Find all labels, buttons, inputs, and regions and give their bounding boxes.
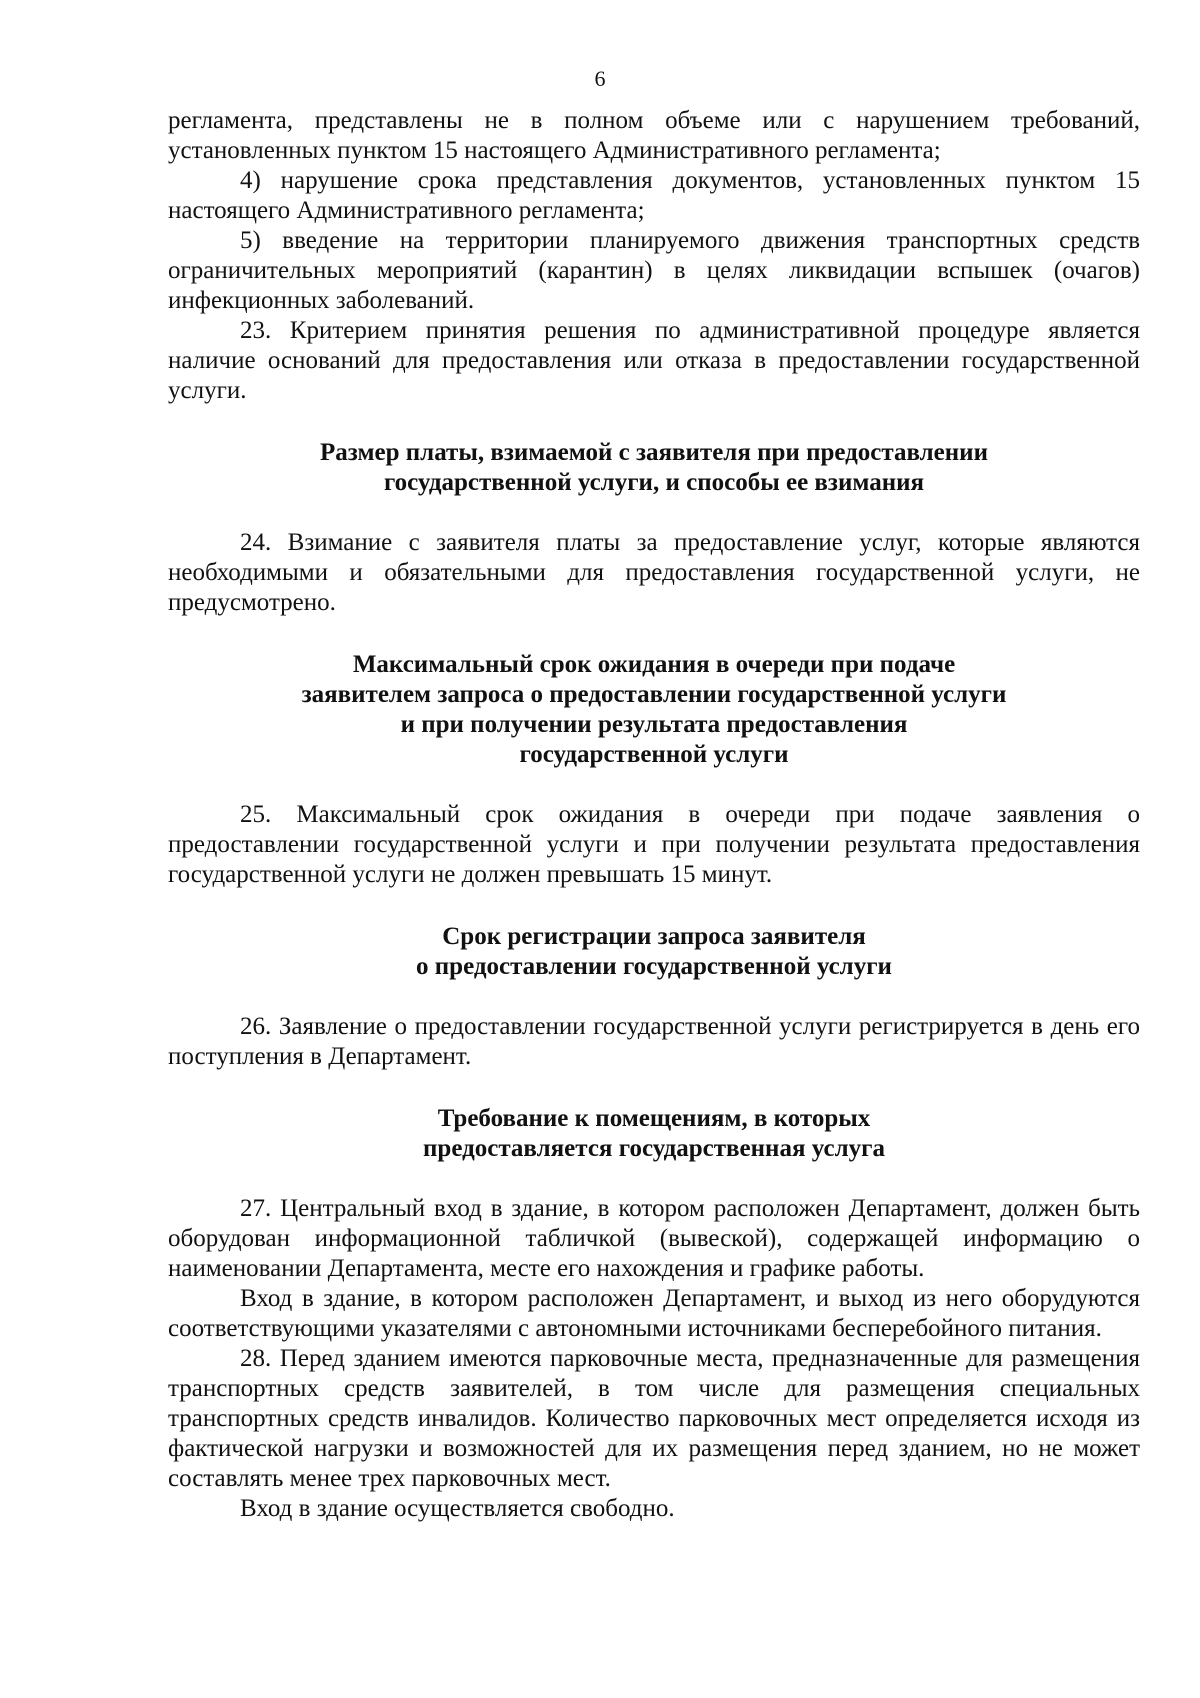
paragraph: 5) введение на территории планируемого движения транспортных средств ограничительных мероприятий (карантин) в целях ликвидации вспышек (очагов) инфекционных заболеваний. xyxy=(168,227,1140,314)
section-heading-line: предоставляется государственная услуга xyxy=(423,1135,885,1162)
section-heading xyxy=(168,1104,1140,1164)
section-heading-line: заявителем запроса о предоставлении государственной услуги xyxy=(301,681,1007,708)
section-heading-line: государственной услуги xyxy=(519,741,789,768)
section-heading xyxy=(168,922,1140,982)
paragraph: 24. Взимание с заявителя платы за предоставление услуг, которые являются необходимыми и обязательными для предоставления государственной услуги, не предусмотрено. xyxy=(168,529,1140,616)
section-heading-line: о предоставлении государственной услуги xyxy=(416,953,892,980)
paragraph: 26. Заявление о предоставлении государственной услуги регистрируется в день его поступления в Департамент. xyxy=(168,1013,1140,1070)
section-heading xyxy=(168,650,1140,770)
paragraph: 23. Критерием принятия решения по административной процедуре является наличие оснований для предоставления или отказа в предоставлении государственной услуги. xyxy=(168,317,1140,404)
paragraph: Вход в здание, в котором расположен Департамент, и выход из него оборудуются соответствующими указателями с автономными источниками бесперебойного питания. xyxy=(168,1285,1140,1342)
section-heading-line: и при получении результата предоставления xyxy=(400,711,908,738)
section-heading-line: Требование к помещениям, в которых xyxy=(437,1105,871,1132)
paragraph: 4) нарушение срока представления документов, установленных пунктом 15 настоящего Административного регламента; xyxy=(168,167,1140,224)
page-number: 6 xyxy=(594,66,606,91)
section-heading xyxy=(168,438,1140,498)
document-body xyxy=(168,106,1140,1524)
section-heading-line: Срок регистрации запроса заявителя xyxy=(442,923,866,950)
section-heading-line: Размер платы, взимаемой с заявителя при предоставлении xyxy=(320,439,988,466)
paragraph: 25. Максимальный срок ожидания в очереди при подаче заявления о предоставлении государственной услуги и при получении результата предоставления государственной услуги не должен превышать 15 минут. xyxy=(168,801,1140,888)
paragraph: 28. Перед зданием имеются парковочные места, предназначенные для размещения транспортных средств заявителей, в том числе для размещения специальных транспортных средств инвалидов. Количество парковочных мест определяется исходя из фактической нагрузки и возможностей для их размещения перед зданием, но не может составлять менее трех парковочных мест. xyxy=(168,1345,1140,1492)
section-heading-line: государственной услуги, и способы ее взимания xyxy=(383,469,925,496)
paragraph: 27. Центральный вход в здание, в котором расположен Департамент, должен быть оборудован информационной табличкой (вывеской), содержащей информацию о наименовании Департамента, месте его нахождения и графике работы. xyxy=(168,1195,1140,1282)
paragraph: Вход в здание осуществляется свободно. xyxy=(240,1495,675,1522)
section-heading-line: Максимальный срок ожидания в очереди при подаче xyxy=(352,651,956,678)
paragraph: регламента, представлены не в полном объеме или с нарушением требований, установленных пунктом 15 настоящего Административного регламента; xyxy=(168,107,1140,164)
